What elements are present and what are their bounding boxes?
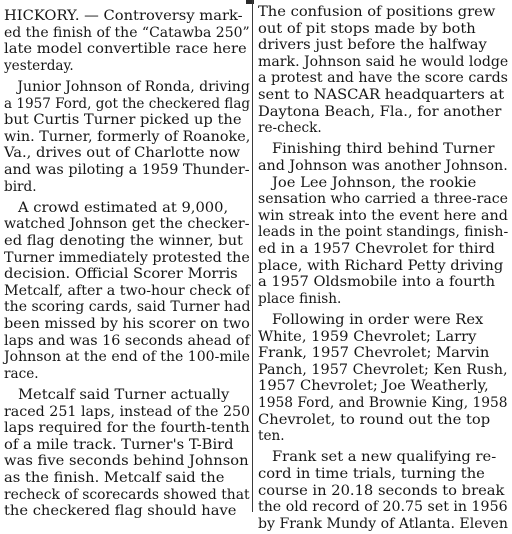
- article-line: yesterday.: [4, 57, 74, 74]
- article-line: HICKORY. — Controversy mark-: [4, 8, 243, 24]
- article-line: cord in time trials, turning the: [258, 466, 485, 482]
- article-line: drivers just before the halfway: [258, 37, 487, 54]
- article-line: place, with Richard Petty driving: [258, 257, 504, 274]
- article-line: sensation who carried a three-race: [258, 191, 509, 208]
- article-line: course in 20.18 seconds to break: [258, 482, 505, 499]
- article-line: watched Johnson get the checker-: [4, 216, 250, 233]
- article-line: laps required for the fourth-tenth: [4, 420, 250, 437]
- article-line: but Curtis Turner picked up the: [4, 112, 242, 129]
- article-line: Chevrolet, to round out the top: [258, 411, 491, 428]
- article-line: and Johnson was another Johnson.: [258, 158, 508, 174]
- article-line: ed the finish of the “Catawba 250”: [4, 24, 250, 41]
- article-line: bird.: [4, 178, 37, 195]
- article-line: a 1957 Ford, got the checkered flag: [4, 95, 251, 112]
- article-line: of a mile track. Turner's T-Bird: [4, 436, 234, 453]
- article-line: Metcalf said Turner actually: [4, 387, 230, 403]
- article-line: Daytona Beach, Fla., for another: [258, 103, 502, 120]
- article-line: Johnson at the end of the 100-mile: [4, 349, 250, 366]
- column-divider: [252, 0, 253, 512]
- article-line: Frank set a new qualifying re-: [258, 449, 497, 466]
- article-line: Va., drives out of Charlotte now: [4, 145, 241, 162]
- article-line: a protest and have the score cards: [258, 70, 508, 87]
- article-line: was five seconds behind Johnson: [4, 453, 249, 470]
- article-line: ed in a 1957 Chevrolet for third: [258, 241, 495, 257]
- article-line: laps and was 16 seconds ahead of: [4, 332, 250, 349]
- article-line: Panch, 1957 Chevrolet; Ken Rush,: [258, 361, 508, 378]
- article-line: Joe Lee Johnson, the rookie: [258, 174, 477, 191]
- article-line: re-check.: [258, 120, 322, 137]
- article-line: as the finish. Metcalf said the: [4, 470, 225, 486]
- article-line: raced 251 laps, instead of the 250: [4, 403, 251, 420]
- article-line: a 1957 Oldsmobile into a fourth: [258, 274, 496, 291]
- article-line: ed flag denoting the winner, but: [4, 233, 243, 249]
- article-line: win streak into the event here and: [258, 207, 508, 224]
- article-line: been missed by his scorer on two: [4, 316, 250, 332]
- article-line: Turner immediately protested the: [4, 249, 250, 266]
- article-line: place finish.: [258, 290, 342, 307]
- article-line: ten.: [258, 428, 285, 445]
- article-line: mark. Johnson said he would lodge: [258, 53, 509, 70]
- article-line: Junior Johnson of Ronda, driving: [4, 79, 250, 95]
- article-line: the old record of 20.75 set in 1956: [258, 499, 508, 516]
- article-line: White, 1959 Chevrolet; Larry: [258, 328, 477, 345]
- article-line: recheck of scorecards showed that: [4, 486, 250, 503]
- article-line: sent to NASCAR headquarters at: [258, 87, 505, 103]
- article-line: 1957 Chevrolet; Joe Weatherly,: [258, 378, 489, 395]
- article-line: the checkered flag should have: [4, 503, 237, 520]
- article-line: Following in order were Rex: [258, 312, 484, 328]
- article-line: the scoring cards, said Turner had: [4, 299, 251, 316]
- article-line: Finishing third behind Turner: [258, 141, 495, 158]
- article-line: 1958 Ford, and Brownie King, 1958: [258, 395, 508, 411]
- article-line: decision. Official Scorer Morris: [4, 266, 238, 283]
- article-line: late model convertible race here: [4, 41, 247, 58]
- article-line: Metcalf, after a two-hour check of: [4, 282, 250, 299]
- article-line: win. Turner, formerly of Roanoke,: [4, 128, 251, 145]
- article-line: race.: [4, 365, 39, 382]
- article-line: out of pit stops made by both: [258, 20, 476, 37]
- article-line: by Frank Mundy of Atlanta. Eleven: [258, 515, 508, 532]
- article-line: and was piloting a 1959 Thunder-: [4, 162, 250, 178]
- article-line: Frank, 1957 Chevrolet; Marvin: [258, 345, 490, 362]
- article-line: The confusion of positions grew: [258, 4, 496, 20]
- article-line: A crowd estimated at 9,000,: [4, 199, 229, 216]
- article-line: leads in the point standings, finish-: [258, 224, 509, 241]
